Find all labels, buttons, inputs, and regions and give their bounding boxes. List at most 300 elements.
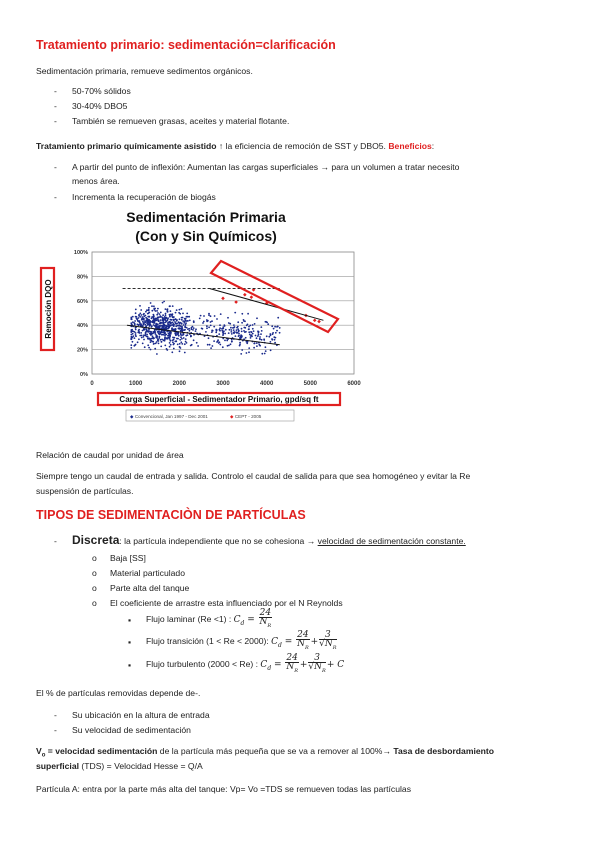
convencional-point	[161, 319, 163, 321]
convencional-point	[256, 317, 258, 319]
convencional-point	[216, 318, 218, 320]
convencional-point	[208, 337, 210, 339]
convencional-point	[181, 338, 183, 340]
y-tick-label: 100%	[73, 250, 88, 256]
convencional-point	[168, 321, 170, 323]
convencional-point	[228, 332, 230, 334]
convencional-point	[152, 320, 154, 322]
convencional-point	[134, 331, 136, 333]
convencional-point	[248, 347, 250, 349]
convencional-point	[185, 338, 187, 340]
convencional-point	[193, 339, 195, 341]
convencional-point	[180, 323, 182, 325]
vo-line	[36, 746, 494, 762]
x-tick-label: 0	[90, 381, 94, 387]
convencional-point	[277, 317, 279, 319]
convencional-point	[140, 323, 142, 325]
convencional-point	[259, 345, 261, 347]
convencional-point	[157, 318, 159, 320]
convencional-point	[139, 335, 141, 337]
chem-assist-rest: la eficiencia de remoción de SST y DBO5.	[223, 141, 389, 151]
convencional-point	[180, 336, 182, 338]
caudal-text-3: suspensión de partículas.	[36, 486, 134, 496]
convencional-point	[186, 313, 188, 315]
convencional-point	[269, 333, 271, 335]
convencional-point	[209, 344, 211, 346]
convencional-point	[149, 338, 151, 340]
convencional-point	[158, 333, 160, 335]
convencional-point	[142, 330, 144, 332]
caudal-text-2: Siempre tengo un caudal de entrada y salida. Controlo el caudal de salida para que sea homogéneo y evitar la Re	[36, 471, 471, 481]
convencional-point	[164, 327, 166, 329]
convencional-point	[224, 340, 226, 342]
convencional-point	[243, 330, 245, 332]
convencional-point	[260, 326, 262, 328]
square-bullet: ▪	[128, 615, 132, 625]
convencional-point	[183, 322, 185, 324]
convencional-point	[250, 331, 252, 333]
circle-bullet: o	[92, 583, 97, 593]
convencional-point	[164, 318, 166, 320]
convencional-point	[139, 313, 141, 315]
convencional-point	[166, 349, 168, 351]
convencional-point	[155, 324, 157, 326]
convencional-point	[153, 309, 155, 311]
convencional-point	[219, 341, 221, 343]
list-item: A partir del punto de inflexión: Aumentan las cargas superficiales → para un volumen a tratar necesito	[72, 162, 460, 172]
chart-subtitle: (Con y Sin Químicos)	[135, 228, 277, 244]
convencional-point	[180, 341, 182, 343]
convencional-point	[148, 331, 150, 333]
convencional-point	[143, 313, 145, 315]
square-bullet: ▪	[128, 660, 132, 670]
convencional-point	[165, 308, 167, 310]
convencional-point	[264, 353, 266, 355]
sedimentation-chart	[34, 206, 364, 432]
convencional-point	[219, 344, 221, 346]
convencional-point	[160, 339, 162, 341]
convencional-point	[219, 327, 221, 329]
convencional-point	[219, 324, 221, 326]
convencional-point	[253, 330, 255, 332]
convencional-point	[246, 342, 248, 344]
discreta-rest: : la partícula independiente que no se cohesiona →	[119, 536, 318, 546]
convencional-point	[165, 313, 167, 315]
convencional-point	[173, 316, 175, 318]
superficial-word: superficial	[36, 761, 79, 771]
bullet-dash: -	[54, 116, 57, 126]
convencional-point	[208, 326, 210, 328]
convencional-point	[190, 345, 192, 347]
convencional-point	[274, 342, 276, 344]
convencional-point	[141, 319, 143, 321]
convencional-point	[272, 333, 274, 335]
convencional-point	[143, 339, 145, 341]
convencional-point	[241, 328, 243, 330]
convencional-point	[247, 324, 249, 326]
convencional-point	[162, 321, 164, 323]
sub-list-item: El coeficiente de arrastre esta influenciado por el N Reynolds	[110, 598, 343, 608]
convencional-point	[130, 338, 132, 340]
convencional-point	[148, 312, 150, 314]
convencional-point	[241, 331, 243, 333]
bullet-dash: -	[54, 536, 57, 546]
convencional-point	[170, 344, 172, 346]
convencional-point	[154, 333, 156, 335]
convencional-point	[212, 345, 214, 347]
convencional-point	[154, 348, 156, 350]
convencional-point	[227, 345, 229, 347]
convencional-point	[132, 341, 134, 343]
y-tick-label: 80%	[76, 274, 88, 281]
convencional-point	[151, 310, 153, 312]
list-item: Su ubicación en la altura de entrada	[72, 710, 210, 720]
convencional-point	[184, 343, 186, 345]
convencional-point	[167, 308, 169, 310]
convencional-point	[148, 307, 150, 309]
convencional-point	[248, 328, 250, 330]
convencional-point	[207, 344, 209, 346]
convencional-point	[169, 342, 171, 344]
colon: :	[431, 141, 435, 151]
convencional-point	[165, 321, 167, 323]
convencional-point	[178, 327, 180, 329]
flow-turbulento: Flujo turbulento (2000 < Re) : $C_d$ = $\frac{24}{N_R}$ + $\frac{3}{√N_R}$ + C	[146, 653, 345, 675]
convencional-point	[206, 325, 208, 327]
convencional-point	[173, 319, 175, 321]
intro-text: Sedimentación primaria, remueve sedimentos orgánicos.	[36, 66, 253, 76]
convencional-point	[165, 314, 167, 316]
convencional-point	[265, 321, 267, 323]
convencional-point	[139, 305, 141, 307]
convencional-point	[183, 333, 185, 335]
convencional-point	[157, 339, 159, 341]
convencional-point	[250, 337, 252, 339]
x-tick-label: 4000	[259, 381, 274, 387]
convencional-point	[140, 332, 142, 334]
convencional-point	[214, 315, 216, 317]
convencional-point	[263, 338, 265, 340]
convencional-point	[275, 337, 277, 339]
convencional-point	[177, 325, 179, 327]
convencional-point	[159, 336, 161, 338]
flow-laminar: Flujo laminar (Re <1) : $C_d$ = $\frac{24}{N_R}$	[146, 608, 272, 630]
convencional-point	[256, 345, 258, 347]
convencional-point	[156, 310, 158, 312]
convencional-point	[268, 336, 270, 338]
convencional-point	[187, 320, 189, 322]
convencional-point	[153, 343, 155, 345]
vo-rest: de la partícula más pequeña que se va a remover al 100%	[157, 746, 383, 756]
convencional-point	[221, 328, 223, 330]
convencional-point	[182, 317, 184, 319]
convencional-point	[185, 335, 187, 337]
convencional-point	[216, 330, 218, 332]
convencional-point	[193, 327, 195, 329]
convencional-point	[157, 312, 159, 314]
convencional-point	[229, 329, 231, 331]
convencional-point	[147, 313, 149, 315]
vo-subscript: o	[41, 752, 46, 759]
convencional-point	[170, 310, 172, 312]
flow-transicion: Flujo transición (1 < Re < 2000): $C_d$ = $\frac{24}{N_R}$ + $\frac{3}{√N_R}$	[146, 630, 337, 652]
convencional-point	[175, 312, 177, 314]
convencional-point	[220, 313, 222, 315]
convencional-point	[154, 331, 156, 333]
bullet-dash: -	[54, 725, 57, 735]
convencional-point	[179, 309, 181, 311]
convencional-point	[166, 338, 168, 340]
convencional-point	[274, 339, 276, 341]
x-tick-label: 3000	[216, 381, 230, 387]
convencional-point	[137, 341, 139, 343]
convencional-point	[197, 345, 199, 347]
y-axis-label: Remoción DQO	[44, 279, 53, 339]
convencional-point	[145, 321, 147, 323]
convencional-point	[134, 320, 136, 322]
convencional-point	[163, 325, 165, 327]
bullet-dash: -	[54, 86, 57, 96]
convencional-point	[233, 329, 235, 331]
convencional-point	[156, 353, 158, 355]
chem-assist-bold: Tratamiento primario químicamente asistido	[36, 141, 217, 151]
circle-bullet: o	[92, 598, 97, 608]
sub-list-item: Parte alta del tanque	[110, 583, 190, 593]
convencional-point	[169, 336, 171, 338]
convencional-point	[206, 319, 208, 321]
y-tick-label: 0%	[80, 372, 88, 378]
convencional-point	[241, 313, 243, 315]
convencional-point	[179, 339, 181, 341]
convencional-point	[254, 323, 256, 325]
convencional-point	[152, 333, 154, 335]
convencional-point	[189, 330, 191, 332]
convencional-point	[153, 318, 155, 320]
convencional-point	[140, 309, 142, 311]
convencional-point	[150, 332, 152, 334]
convencional-point	[168, 334, 170, 336]
convencional-point	[273, 328, 275, 330]
convencional-point	[230, 331, 232, 333]
convencional-point	[271, 325, 273, 327]
convencional-point	[153, 315, 155, 317]
benefits-label: Beneficios	[388, 141, 432, 151]
convencional-point	[177, 344, 179, 346]
convencional-point	[248, 331, 250, 333]
convencional-point	[224, 333, 226, 335]
convencional-point	[142, 321, 144, 323]
convencional-point	[186, 342, 188, 344]
convencional-point	[199, 318, 201, 320]
convencional-point	[183, 324, 185, 326]
convencional-point	[179, 343, 181, 345]
convencional-point	[168, 325, 170, 327]
bullet-dash: -	[54, 162, 57, 172]
convencional-point	[222, 333, 224, 335]
convencional-point	[154, 321, 156, 323]
convencional-point	[270, 349, 272, 351]
convencional-point	[185, 322, 187, 324]
discreta-word: Discreta	[72, 533, 120, 547]
convencional-point	[157, 308, 159, 310]
convencional-point	[155, 318, 157, 320]
convencional-point	[139, 321, 141, 323]
convencional-point	[149, 323, 151, 325]
convencional-point	[175, 328, 177, 330]
convencional-point	[140, 314, 142, 316]
convencional-point	[161, 316, 163, 318]
convencional-point	[181, 328, 183, 330]
convencional-point	[217, 341, 219, 343]
convencional-point	[183, 337, 185, 339]
legend-series-1: ◆ Convencional, Jan 1997 - Dec 2001	[130, 414, 208, 419]
convencional-point	[130, 347, 132, 349]
chart-title: Sedimentación Primaria	[126, 209, 286, 225]
convencional-point	[260, 333, 262, 335]
convencional-point	[251, 334, 253, 336]
convencional-point	[211, 320, 213, 322]
convencional-point	[135, 316, 137, 318]
vo-symbol: V	[36, 746, 42, 756]
convencional-point	[154, 319, 156, 321]
convencional-point	[132, 333, 134, 335]
convencional-point	[210, 315, 212, 317]
convencional-point	[184, 318, 186, 320]
convencional-point	[192, 326, 194, 328]
convencional-point	[148, 347, 150, 349]
convencional-point	[224, 325, 226, 327]
convencional-point	[196, 342, 198, 344]
convencional-point	[265, 350, 267, 352]
convencional-point	[153, 338, 155, 340]
convencional-point	[179, 325, 181, 327]
convencional-point	[170, 319, 172, 321]
convencional-point	[151, 325, 153, 327]
convencional-point	[202, 322, 204, 324]
convencional-point	[172, 341, 174, 343]
convencional-point	[169, 332, 171, 334]
convencional-point	[155, 343, 157, 345]
convencional-point	[210, 347, 212, 349]
convencional-point	[274, 326, 276, 328]
convencional-point	[225, 329, 227, 331]
convencional-point	[134, 337, 136, 339]
convencional-point	[152, 341, 154, 343]
convencional-point	[146, 329, 148, 331]
convencional-point	[171, 351, 173, 353]
page-title: Tratamiento primario: sedimentación=clarificación	[36, 38, 336, 52]
convencional-point	[230, 343, 232, 345]
square-bullet: ▪	[128, 637, 132, 647]
convencional-point	[151, 305, 153, 307]
convencional-point	[213, 340, 215, 342]
convencional-point	[184, 352, 186, 354]
convencional-point	[159, 313, 161, 315]
y-tick-labels	[74, 250, 88, 378]
up-arrow-icon: ↑	[218, 141, 224, 151]
convencional-point	[130, 344, 132, 346]
convencional-point	[238, 331, 240, 333]
convencional-point	[173, 344, 175, 346]
circle-bullet: o	[92, 568, 97, 578]
convencional-point	[205, 331, 207, 333]
convencional-point	[157, 323, 159, 325]
plot-area	[92, 252, 354, 374]
convencional-point	[164, 316, 166, 318]
convencional-point	[211, 331, 213, 333]
convencional-point	[184, 329, 186, 331]
convencional-point	[132, 316, 134, 318]
flow-label: Flujo turbulento (2000 < Re) :	[146, 659, 261, 669]
caudal-text: Relación de caudal por unidad de área	[36, 450, 184, 460]
convencional-point	[265, 346, 267, 348]
convencional-point	[261, 330, 263, 332]
x-tick-label: 2000	[172, 381, 187, 387]
convencional-point	[243, 327, 245, 329]
convencional-point	[146, 321, 148, 323]
convencional-point	[173, 348, 175, 350]
convencional-point	[266, 335, 268, 337]
convencional-point	[203, 315, 205, 317]
list-item: 50-70% sólidos	[72, 86, 131, 96]
convencional-point	[180, 333, 182, 335]
convencional-point	[153, 324, 155, 326]
list-item: Incrementa la recuperación de biogás	[72, 192, 216, 202]
convencional-point	[138, 314, 140, 316]
list-item: 30-40% DBO5	[72, 101, 128, 111]
convencional-point	[259, 336, 261, 338]
convencional-point	[150, 341, 152, 343]
convencional-point	[135, 335, 137, 337]
discreta-underlined: velocidad de sedimentación constante.	[317, 536, 466, 546]
convencional-point	[163, 301, 165, 303]
convencional-point	[146, 334, 148, 336]
convencional-point	[233, 332, 235, 334]
convencional-point	[158, 316, 160, 318]
removed-text: El % de partículas removidas depende de-.	[36, 688, 201, 698]
convencional-point	[178, 334, 180, 336]
convencional-point	[173, 325, 175, 327]
convencional-point	[142, 343, 144, 345]
convencional-point	[182, 313, 184, 315]
convencional-point	[256, 337, 258, 339]
flow-label: Flujo laminar (Re <1) :	[146, 614, 234, 624]
y-tick-label: 60%	[76, 298, 88, 305]
discreta-line	[72, 533, 466, 548]
tds-formula: (TDS) = Velocidad Hesse = Q/A	[79, 761, 203, 771]
list-item: También se remueven grasas, aceites y material flotante.	[72, 116, 290, 126]
convencional-point	[254, 342, 256, 344]
convencional-point	[257, 330, 259, 332]
convencional-point	[141, 337, 143, 339]
convencional-point	[178, 312, 180, 314]
convencional-point	[267, 323, 269, 325]
convencional-point	[169, 315, 171, 317]
convencional-point	[240, 353, 242, 355]
y-tick-label: 40%	[76, 323, 88, 330]
convencional-point	[163, 339, 165, 341]
convencional-point	[164, 345, 166, 347]
convencional-point	[245, 337, 247, 339]
bullet-dash: -	[54, 192, 57, 202]
convencional-point	[145, 311, 147, 313]
convencional-point	[143, 334, 145, 336]
convencional-point	[253, 347, 255, 349]
section-heading: TIPOS DE SEDIMENTACIÒN DE PARTÍCULAS	[36, 508, 306, 522]
convencional-point	[159, 325, 161, 327]
convencional-point	[179, 318, 181, 320]
convencional-point	[231, 333, 233, 335]
